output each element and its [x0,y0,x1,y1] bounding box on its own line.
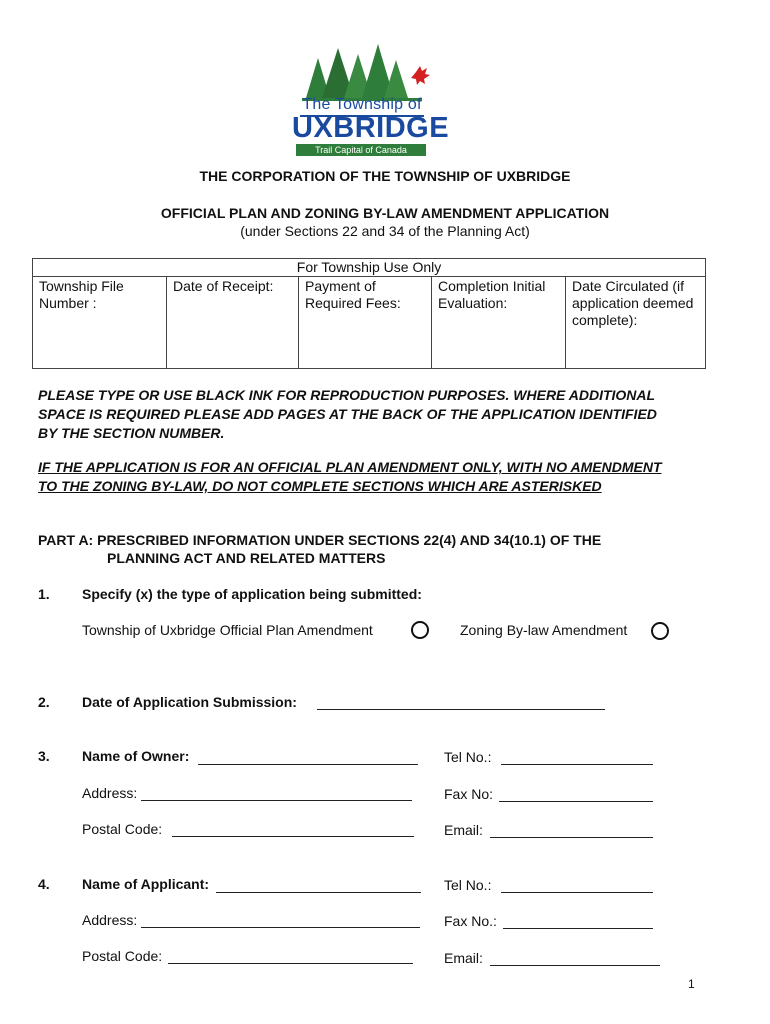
owner-email-field[interactable] [490,837,653,838]
part-a-heading-2: PLANNING ACT AND RELATED MATTERS [107,550,386,566]
applicant-tel-label: Tel No.: [444,877,492,893]
owner-postal-label: Postal Code: [82,821,163,837]
q1-text: Specify (x) the type of application being submitted: [82,586,422,602]
cell-township-file-number: Township File Number : [33,276,167,368]
tree-icon [292,40,432,102]
cell-completion-initial-evaluation: Completion Initial Evaluation: [432,276,566,368]
zoning-bylaw-radio[interactable] [651,622,669,640]
owner-address-label: Address: [82,785,138,801]
q2-number: 2. [38,694,50,710]
q4-text: Name of Applicant: [82,876,210,892]
owner-postal-field[interactable] [172,836,414,837]
applicant-address-label: Address: [82,912,138,928]
owner-fax-field[interactable] [499,801,653,802]
logo-wordmark: UXBRIDGE [292,112,450,144]
q1-number: 1. [38,586,50,602]
applicant-fax-label: Fax No.: [444,913,497,929]
submission-date-field[interactable] [317,709,605,710]
owner-email-label: Email: [444,822,483,838]
applicant-fax-field[interactable] [503,928,653,929]
form-title: OFFICIAL PLAN AND ZONING BY-LAW AMENDMENT APPLICATION [160,205,610,221]
q3-text: Name of Owner: [82,748,190,764]
owner-address-field[interactable] [141,800,412,801]
cell-payment-required-fees: Payment of Required Fees: [299,276,432,368]
instructions-ink: PLEASE TYPE OR USE BLACK INK FOR REPRODUCTION PURPOSES. WHERE ADDITIONAL SPACE IS REQUIRED PLEASE ADD PAGES AT THE BACK OF THE APPLICATION IDENTIFIED BY THE SECTION NUMBER. [38,387,657,441]
instructions-op-only: IF THE APPLICATION IS FOR AN OFFICIAL PLAN AMENDMENT ONLY, WITH NO AMENDMENT TO THE ZONING BY-LAW, DO NOT COMPLETE SECTIONS WHICH ARE ASTERISKED [38,459,662,494]
q3-number: 3. [38,748,50,764]
official-plan-radio[interactable] [411,621,429,639]
township-use-table [32,258,706,369]
page-number: 1 [688,977,695,991]
owner-tel-field[interactable] [501,764,653,765]
q4-number: 4. [38,876,50,892]
applicant-tel-field[interactable] [501,892,653,893]
page-title: THE CORPORATION OF THE TOWNSHIP OF UXBRIDGE [199,168,571,184]
option-zoning-label: Zoning By-law Amendment [460,622,628,638]
table-heading: For Township Use Only [33,259,705,277]
applicant-name-field[interactable] [216,892,421,893]
applicant-address-field[interactable] [141,927,420,928]
option-official-plan-label: Township of Uxbridge Official Plan Amendment [82,622,373,638]
owner-fax-label: Fax No: [444,786,494,802]
form-subtitle: (under Sections 22 and 34 of the Planning Act) [240,223,530,239]
owner-tel-label: Tel No.: [444,749,492,765]
applicant-postal-label: Postal Code: [82,948,163,964]
q2-text: Date of Application Submission: [82,694,297,710]
logo-tagline: Trail Capital of Canada [296,144,426,156]
part-a-heading: PART A: PRESCRIBED INFORMATION UNDER SECTIONS 22(4) AND 34(10.1) OF THE [38,532,602,548]
cell-date-of-receipt: Date of Receipt: [167,276,299,368]
applicant-email-label: Email: [444,950,483,966]
owner-name-field[interactable] [198,764,418,765]
applicant-postal-field[interactable] [168,963,413,964]
applicant-email-field[interactable] [490,965,660,966]
township-logo [292,40,450,155]
cell-date-circulated: Date Circulated (if application deemed complete): [572,278,694,328]
logo-line-1: The Township of [292,96,432,117]
